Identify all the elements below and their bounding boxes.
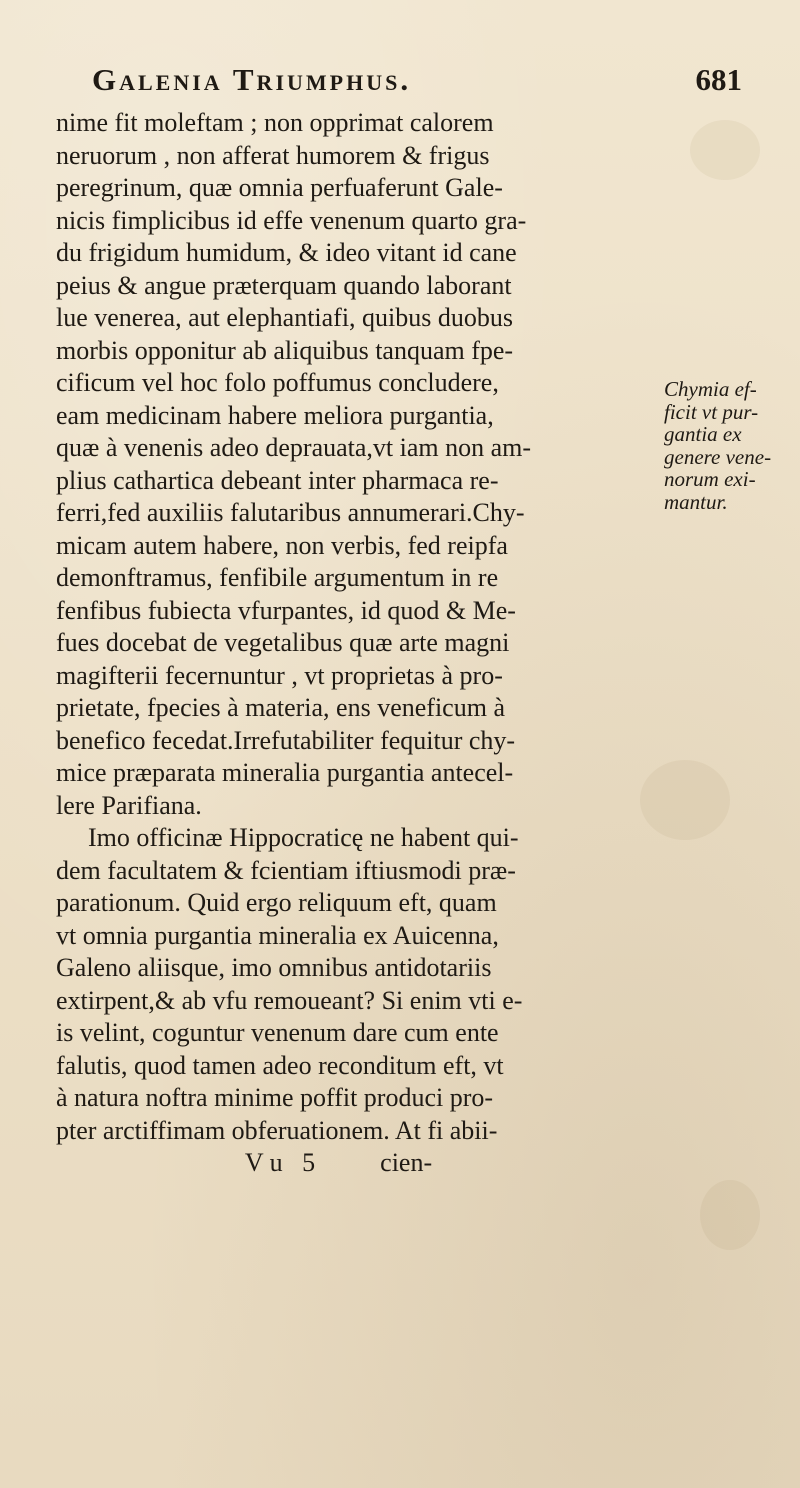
text-line: demonftramus, fenfibile argumentum in re xyxy=(56,563,499,592)
text-line: Imo officinæ Hippocraticę ne habent qui- xyxy=(88,823,519,852)
catchline: V u 5 cien- xyxy=(244,1148,433,1177)
text-line: fenfibus fubiecta vfurpantes, id quod & Me- xyxy=(56,595,516,625)
text-line: fues docebat de vegetalibus quæ arte magni xyxy=(56,628,510,657)
margin-note-line: Chymia ef- xyxy=(664,377,757,401)
text-line: lere Parifiana. xyxy=(56,790,202,820)
text-line: dem facultatem & fcientiam iftiusmodi præ- xyxy=(56,855,516,885)
text-line: falutis, quod tamen adeo reconditum eft, vt xyxy=(56,1050,504,1080)
text-line: nime fit moleftam ; non opprimat calorem xyxy=(56,108,494,137)
text-line: mice præparata mineralia purgantia antecel- xyxy=(56,758,514,787)
margin-note-line: gantia ex xyxy=(664,422,742,446)
text-line: peius & angue præterquam quando laborant xyxy=(56,270,512,300)
text-line: extirpent,& ab vfu remoueant? Si enim vti e- xyxy=(56,985,523,1015)
main-text-block xyxy=(56,107,641,1180)
text-line: eam medicinam habere meliora purgantia, xyxy=(56,400,494,430)
text-line: cificum vel hoc folo poffumus concludere, xyxy=(56,368,499,397)
text-line: is velint, coguntur venenum dare cum ente xyxy=(56,1018,499,1047)
text-line: pter arctiffimam obferuationem. At fi abii- xyxy=(56,1115,498,1145)
text-line: à natura noftra minime poffit produci pro- xyxy=(56,1083,494,1112)
text-line: peregrinum, quæ omnia perfuaferunt Gale- xyxy=(56,173,503,202)
page-header xyxy=(92,62,742,102)
text-line: nicis fimplicibus id effe venenum quarto gra- xyxy=(56,205,527,235)
paper-stain xyxy=(700,1180,760,1250)
paper-stain xyxy=(690,120,760,180)
text-line: neruorum , non afferat humorem & frigus xyxy=(56,140,490,170)
text-line: ferri,fed auxiliis falutaribus annumerari.Chy- xyxy=(56,498,525,527)
margin-note-line: ficit vt pur- xyxy=(664,399,759,424)
paper-stain xyxy=(640,760,730,840)
text-line: prietate, fpecies à materia, ens veneficum à xyxy=(56,693,505,722)
text-line: morbis opponitur ab aliquibus tanquam fpe- xyxy=(56,335,514,365)
text-line: parationum. Quid ergo reliquum eft, quam xyxy=(56,888,497,917)
margin-note-line: mantur. xyxy=(664,489,728,514)
text-line: plius cathartica debeant inter pharmaca re- xyxy=(56,465,499,495)
margin-note-line: norum exi- xyxy=(664,467,756,491)
text-line: magifterii fecernuntur , vt proprietas à pro- xyxy=(56,660,503,690)
text-line: du frigidum humidum, & ideo vitant id cane xyxy=(56,238,517,267)
text-line: micam autem habere, non verbis, fed reipfa xyxy=(56,530,508,560)
text-line: Galeno aliisque, imo omnibus antidotariis xyxy=(56,953,492,982)
text-line: lue venerea, aut elephantiafi, quibus duobus xyxy=(56,303,514,332)
marginal-note xyxy=(664,378,800,513)
text-line: benefico fecedat.Irrefutabiliter fequitur chy- xyxy=(56,725,516,755)
text-line: vt omnia purgantia mineralia ex Auicenna, xyxy=(56,920,499,950)
page-number: 681 xyxy=(695,62,742,97)
margin-note-line: genere vene- xyxy=(664,444,772,469)
running-title: Galenia Triumphus. xyxy=(92,62,412,97)
text-line: quæ à venenis adeo deprauata,vt iam non am- xyxy=(56,433,532,462)
